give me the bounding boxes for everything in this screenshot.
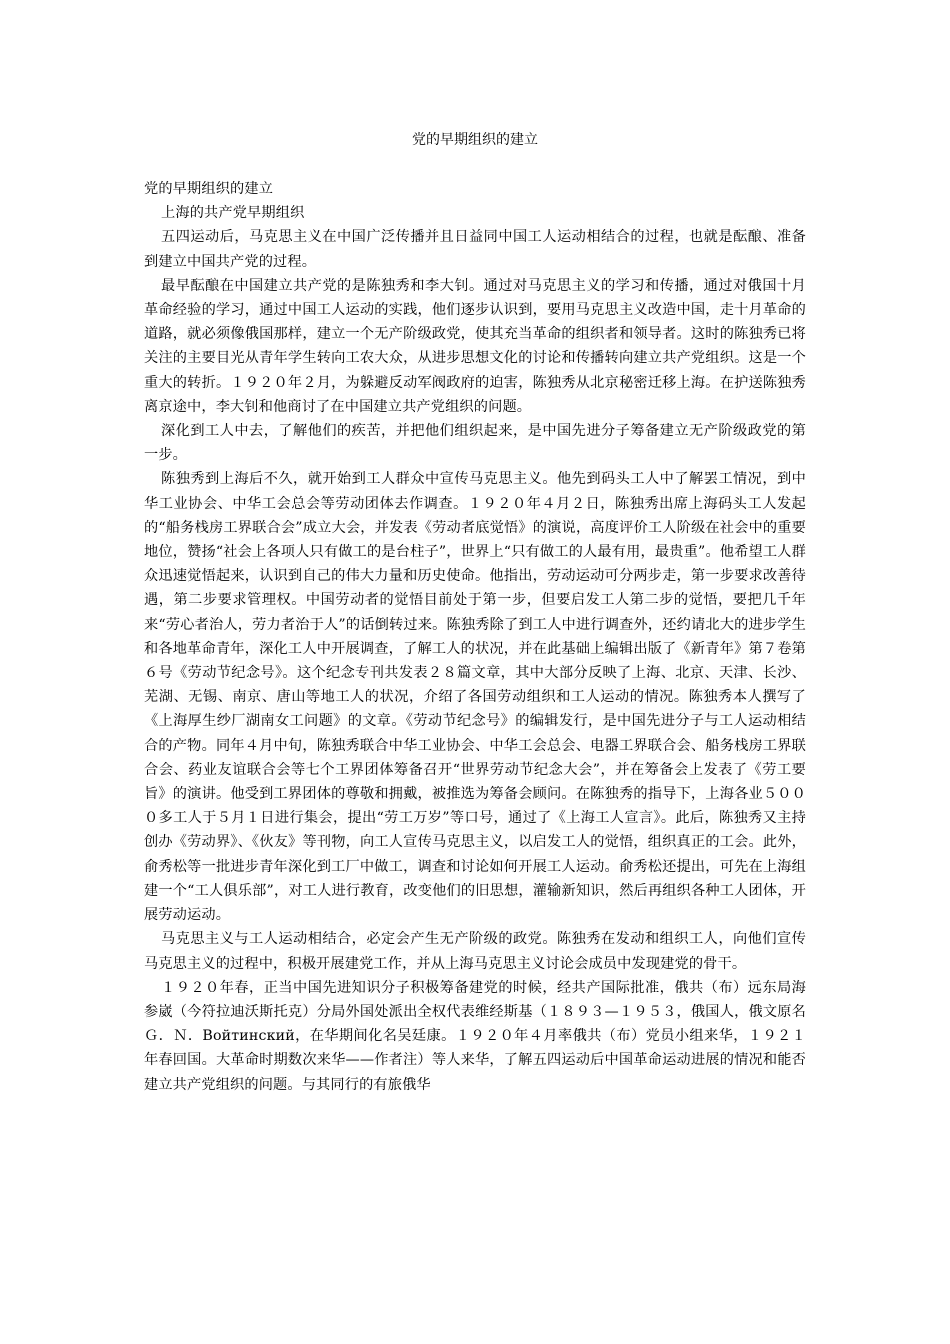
- subsection-heading: 上海的共产党早期组织: [161, 205, 305, 222]
- body-paragraph: 最早酝酿在中国建立共产党的是陈独秀和李大钊。通过对马克思主义的学习和传播，通过对俄国十月革命经验的学习，通过中国工人运动的实践，他们逐步认识到，要用马克思主义改造中国，走十月革命的道路，就必须像俄国那样，建立一个无产阶级政党，使其充当革命的组织者和领导者。这时的陈独秀已将关注的主要目光从青年学生转向工农大众，从进步思想文化的讨论和传播转向建立共产党组织。这是一个重大的转折。１９２０年２月，为躲避反动军阀政府的迫害，陈独秀从北京秘密迁移上海。在护送陈独秀离京途中，李大钊和他商讨了在中国建立共产党组织的问题。: [144, 277, 806, 415]
- body-paragraph: 深化到工人中去，了解他们的疾苦，并把他们组织起来，是中国先进分子筹备建立无产阶级政党的第一步。: [144, 423, 806, 464]
- document-body: [144, 177, 806, 1097]
- body-paragraph: 马克思主义与工人运动相结合，必定会产生无产阶级的政党。陈独秀在发动和组织工人，向他们宣传马克思主义的过程中，积极开展建党工作，并从上海马克思主义讨论会成员中发现建党的骨干。: [144, 931, 806, 972]
- body-paragraph: １９２０年春，正当中国先进知识分子积极筹备建党的时候，经共产国际批准，俄共（布）远东局海参崴（今符拉迪沃斯托克）分局外国处派出全权代表维经斯基（１８９３—１９５３，俄国人，俄文原名Ｇ．Ｎ．Войтинский，在华期间化名吴廷康。１９２０年４月率俄共（布）党员小组来华，１９２１年春回国。大革命时期数次来华——作者注）等人来华，了解五四运动后中国革命运动进展的情况和能否建立共产党组织的问题。与其同行的有旅俄华: [144, 979, 806, 1093]
- section-heading: 党的早期组织的建立: [144, 181, 274, 197]
- body-paragraph: 五四运动后，马克思主义在中国广泛传播并且日益同中国工人运动相结合的过程，也就是酝酿、准备到建立中国共产党的过程。: [144, 229, 806, 270]
- document-title: 党的早期组织的建立: [412, 132, 538, 148]
- body-paragraph: 陈独秀到上海后不久，就开始到工人群众中宣传马克思主义。他先到码头工人中了解罢工情况，到中华工业协会、中华工会总会等劳动团体去作调查。１９２０年４月２日，陈独秀出席上海码头工人发起的“船务栈房工界联合会”成立大会，并发表《劳动者底觉悟》的演说，高度评价工人阶级在社会中的重要地位，赞扬“社会上各项人只有做工的是台柱子”，世界上“只有做工的人最有用，最贵重”。他希望工人群众迅速觉悟起来，认识到自己的伟大力量和历史使命。他指出，劳动运动可分两步走，第一步要求改善待遇，第二步要求管理权。中国劳动者的觉悟目前处于第一步，但要启发工人第二步的觉悟，要把几千年来“劳心者治人，劳力者治于人”的话倒转过来。陈独秀除了到工人中进行调查外，还约请北大的进步学生和各地革命青年，深化工人中开展调查，了解工人的状况，并在此基础上编辑出版了《新青年》第７卷第６号《劳动节纪念号》。这个纪念专刊共发表２８篇文章，其中大部分反映了上海、北京、天津、长沙、芜湖、无锡、南京、唐山等地工人的状况，介绍了各国劳动组织和工人运动的情况。陈独秀本人撰写了《上海厚生纱厂湖南女工问题》的文章。《劳动节纪念号》的编辑发行，是中国先进分子与工人运动相结合的产物。同年４月中旬，陈独秀联合中华工业协会、中华工会总会、电器工界联合会、船务栈房工界联合会、药业友谊联合会等七个工界团体筹备召开“世界劳动节纪念大会”，并在筹备会上发表了《劳工要旨》的演讲。他受到工界团体的尊敬和拥戴，被推选为筹备会顾问。在陈独秀的指导下，上海各业５０００多工人于５月１日进行集会，提出“劳工万岁”等口号，通过了《上海工人宣言》。此后，陈独秀又主持创办《劳动界》、《伙友》等刊物，向工人宣传马克思主义，以启发工人的觉悟，组织真正的工会。此外，俞秀松等一批进步青年深化到工厂中做工，调查和讨论如何开展工人运动。俞秀松还提出，可先在上海组建一个“工人俱乐部”，对工人进行教育，改变他们的旧思想，灌输新知识，然后再组织各种工人团体，开展劳动运动。: [144, 471, 806, 924]
